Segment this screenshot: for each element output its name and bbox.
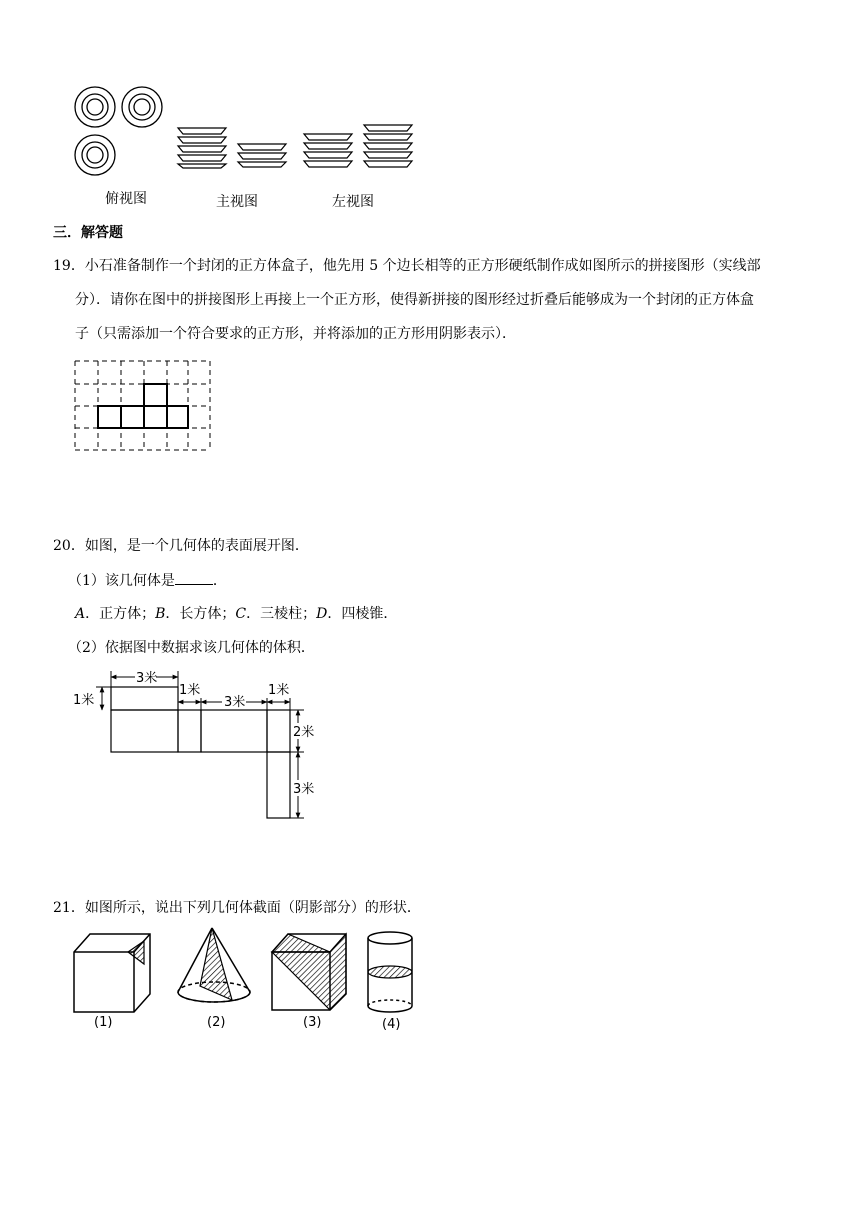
left-view-caption: 左视图 [332,194,374,210]
q20-label-top-width: 3米 [136,671,158,686]
q20-dim-right-height-2 [290,710,314,752]
left-view-drawing [304,125,412,167]
q20-label-middle-width: 3米 [224,695,246,710]
q21-label-2: (2) [207,1015,226,1030]
q20-part1-prefix: （1）该几何体是 [68,573,175,589]
q19-line-3: 子（只需添加一个符合要求的正方形，并将添加的正方形用阴影表示）． [75,326,516,342]
q20-part1-line [68,570,227,591]
q19-number: 19． [53,258,85,274]
q19-text-1: 小石准备制作一个封闭的正方体盒子，他先用 5 个边长相等的正方形硬纸制作成如图所示的拼接图形（实线部 [84,258,761,274]
q19-net-grid-figure [70,356,220,456]
front-view-drawing [178,128,286,168]
q20-label-small-width-2: 1米 [268,683,290,698]
q20-dim-small-width-1 [178,682,201,710]
top-view-caption: 俯视图 [105,191,147,207]
q20-option-c-letter: C [235,606,247,622]
q21-solid-4-cylinder [368,932,412,1012]
q21-solids-figure [60,922,440,1037]
q20-stem-line [53,536,309,556]
q20-dim-left-height [73,687,111,710]
q20-dim-right-height-3 [290,752,314,818]
q19-net-squares [98,384,188,428]
q21-label-4: (4) [382,1017,401,1032]
q20-option-a-letter: A [75,606,86,622]
q20-option-b-letter: B [155,606,166,622]
q21-stem-line [53,898,421,918]
q21-number: 21． [53,900,85,916]
q20-option-a-text: ．正方体； [85,606,156,622]
q19-line-1 [53,256,761,276]
q20-label-small-width-1: 1米 [179,683,201,698]
q20-part2-line: （2）依据图中数据求该几何体的体积． [68,640,315,656]
q20-label-left-height: 1米 [73,693,95,708]
q20-net-figure [60,665,340,825]
q20-dim-middle-width [201,694,267,710]
top-view-drawing [75,87,162,175]
q20-label-right-height-3: 3米 [293,782,315,797]
front-view-caption: 主视图 [216,194,258,210]
q20-answer-blank [175,570,213,585]
q20-options-line [75,604,397,624]
q20-dim-small-width-2 [267,682,290,710]
q20-stem: 如图，是一个几何体的表面展开图． [84,538,309,554]
q20-part1-suffix: ． [212,573,227,589]
section-heading: 三．解答题 [53,225,123,241]
q20-label-right-height-2: 2米 [293,725,315,740]
q20-option-d-letter: D [316,606,328,622]
q20-number: 20． [53,538,85,554]
q20-dim-top-width [111,670,178,687]
q21-label-1: (1) [94,1015,113,1030]
q19-line-2: 分）．请你在图中的拼接图形上再接上一个正方形，使得新拼接的图形经过折叠后能够成为一个封闭的正方体盒 [75,292,754,308]
q21-solid-2-cone [178,928,250,1002]
q21-solid-3-cube [272,934,346,1010]
q20-option-c-text: ．三棱柱； [246,606,317,622]
q21-stem: 如图所示，说出下列几何体截面（阴影部分）的形状． [84,900,421,916]
q21-solid-1-cube [74,934,150,1012]
q20-option-d-text: ．四棱锥． [327,606,398,622]
q21-label-3: (3) [303,1015,322,1030]
q20-option-b-text: ．长方体； [165,606,236,622]
